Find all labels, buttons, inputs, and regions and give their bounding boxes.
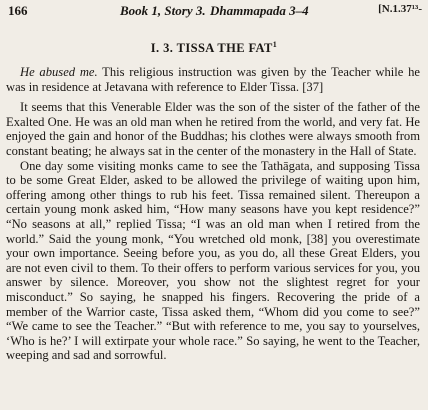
paragraph-tissa-background: It seems that this Venerable Elder was the son of the sister of the father of the Exalted One. He was an old man when he retired from the world, and very fat. He enjoyed the gain and honor of the Buddhas; his clothes were always smooth from constant beating; he always sat in the center of the monastery in the Hall of State. [6, 100, 420, 158]
story-title-text: I. 3. TISSA THE FAT [150, 41, 273, 56]
intro-lead-phrase: He abused me. [20, 65, 98, 79]
book-story-label: Book 1, Story 3. [120, 3, 206, 18]
paragraph-visiting-monks: One day some visiting monks came to see the Tathāgata, and supposing Tissa to be some Great Elder, asked to be allowed the privilege of waiting upon him, offering among other things to rub his feet. Tissa remained silent. Thereupon a certain young monk asked him, “How many seasons have you kept residence?” “No seasons at all,” replied Tissa; “I was an old man when I retired from the world.” Said the young monk, “You wretched old monk, [38] you overestimate your own importance. Seeing before you, as you do, all these Great Elders, you are not even civil to them. To their offers to perform various services for you, you answer by silence. Moreover, you show not the slightest regret for your misconduct.” So saying, he snapped his fingers. Recovering the pride of a member of the Warrior caste, Tissa asked them, “Whom did you come to see?” “We came to see the Teacher.” “But with reference to me, you say to yourselves, ‘Who is he?’ I will extirpate your whole race.” So saying, he went to the Teacher, weeping and sad and sorrowful. [6, 158, 420, 363]
story-title [0, 40, 428, 56]
intro-paragraph [6, 65, 420, 94]
dhammapada-label: Dhammapada 3–4 [210, 3, 309, 18]
footnote-marker: 1 [272, 40, 278, 49]
source-reference: [N.1.37¹³- [378, 3, 422, 15]
story-body [6, 65, 420, 363]
running-header [8, 3, 422, 19]
intro-text: This religious instruction was given by the Teacher while he was in residence at Jetavana with reference to Elder Tissa. [37] [6, 65, 420, 94]
page-number: 166 [8, 3, 28, 18]
